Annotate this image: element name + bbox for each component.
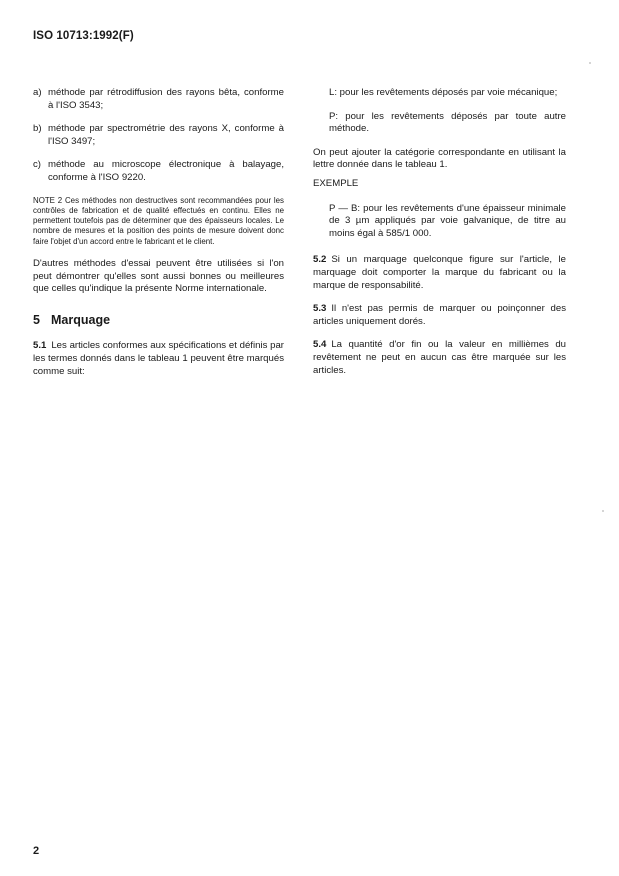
clause-5-4 (313, 339, 566, 377)
category-paragraph: On peut ajouter la catégorie correspondante en utilisant la lettre donnée dans le tableau 1. (313, 146, 566, 171)
list-label: b) (33, 123, 42, 135)
list-label: c) (33, 159, 41, 171)
method-item-a (33, 87, 284, 112)
mark-item-l: L: pour les revêtements déposés par voie mécanique; (329, 87, 558, 98)
list-text: méthode au microscope électronique à balayage, conforme à l'ISO 9220. (48, 159, 284, 183)
document-id: ISO 10713:1992(F) (33, 30, 134, 42)
clause-5-1 (33, 340, 284, 378)
method-item-c (33, 159, 284, 184)
left-column (33, 87, 284, 389)
method-item-b (33, 123, 284, 148)
clause-text: Si un marquage quelconque figure sur l'article, le marquage doit comporter la marque du fabricant ou la marque de responsabilité. (313, 254, 566, 291)
list-text: méthode par rétrodiffusion des rayons bêta, conforme à l'ISO 3543; (48, 87, 284, 111)
clause-number: 5.2 (313, 254, 327, 266)
clause-text: Il n'est pas permis de marquer ou poinçonner des articles uniquement dorés. (313, 303, 566, 327)
scan-speck (589, 62, 591, 64)
clause-text: Les articles conformes aux spécifications et définis par les termes donnés dans le tableau 1 peuvent être marqués comme suit: (33, 340, 284, 377)
right-column (313, 87, 566, 388)
list-text: méthode par spectrométrie des rayons X, conforme à l'ISO 3497; (48, 123, 284, 147)
other-methods-paragraph: D'autres méthodes d'essai peuvent être utilisées si l'on peut démontrer qu'elles sont aussi bonnes ou meilleures que celles qu'indique la présente Norme internationale. (33, 258, 284, 295)
example-text: P — B: pour les revêtements d'une épaisseur minimale de 3 µm appliqués par voie galvanique, de titre au moins égal à 585/1 000. (329, 202, 566, 239)
clause-number: 5.1 (33, 340, 47, 352)
scan-speck (602, 510, 604, 512)
section-heading (33, 314, 284, 327)
section-title: Marquage (51, 312, 111, 327)
clause-5-2 (313, 254, 566, 292)
mark-item-p: P: pour les revêtements déposés par toute autre méthode. (329, 110, 566, 135)
note-2: NOTE 2 Ces méthodes non destructives sont recommandées pour les contrôles de fabrication et de qualité effectués en continu. Elles ne permettent toutefois pas de déterminer que des épaisseurs locales. Le nombre de mesures et la position des points de mesure doivent donc faire l'objet d'un accord entre le fabricant et le client. (33, 195, 284, 246)
section-number: 5 (33, 312, 40, 327)
page-number: 2 (33, 845, 40, 857)
clause-number: 5.4 (313, 339, 327, 351)
clause-5-3 (313, 303, 566, 328)
list-label: a) (33, 87, 42, 98)
example-heading: EXEMPLE (313, 177, 359, 189)
clause-text: La quantité d'or fin ou la valeur en millièmes du revêtement ne peut en aucun cas être marquée sur les articles. (313, 339, 566, 376)
clause-number: 5.3 (313, 303, 327, 315)
